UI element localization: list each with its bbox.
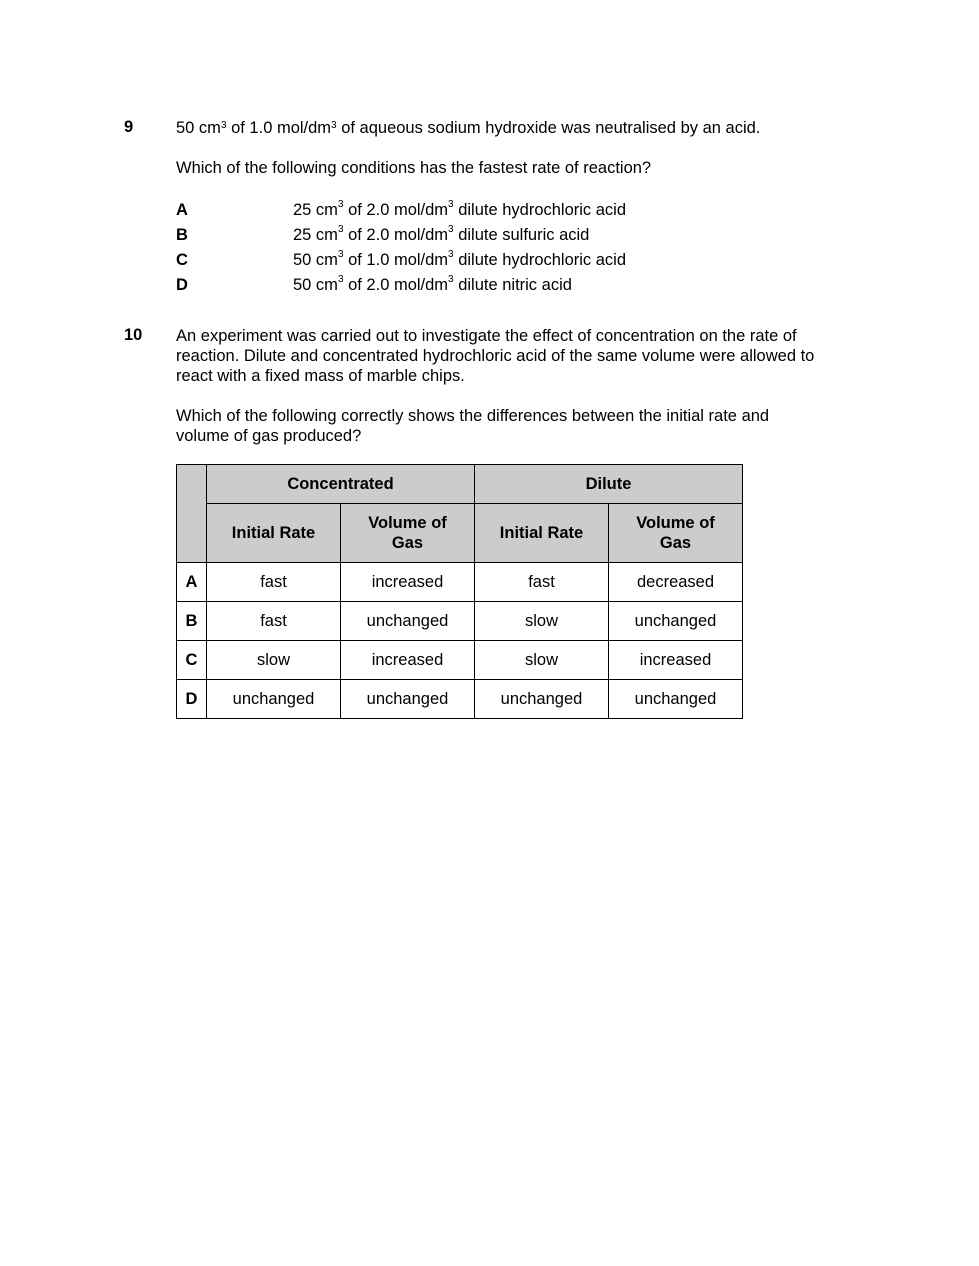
- table-row: [177, 680, 743, 719]
- question-10-number: 10: [124, 326, 143, 344]
- table-cell: slow: [207, 641, 341, 680]
- header-dilute: Dilute: [475, 465, 743, 504]
- table-cell: fast: [207, 563, 341, 602]
- table-cell: unchanged: [609, 602, 743, 641]
- row-label: D: [177, 680, 207, 719]
- table-cell: unchanged: [341, 602, 475, 641]
- table-row: [177, 641, 743, 680]
- option-letter-c: C: [176, 251, 188, 269]
- subheader-volume-of-gas: Volume of Gas: [341, 504, 475, 563]
- answer-table: [176, 464, 743, 719]
- option-letter-a: A: [176, 201, 188, 219]
- table-cell: increased: [341, 563, 475, 602]
- table-cell: increased: [341, 641, 475, 680]
- header-concentrated: Concentrated: [207, 465, 475, 504]
- question-9-number: 9: [124, 118, 134, 136]
- table-cell: fast: [207, 602, 341, 641]
- table-cell: slow: [475, 602, 609, 641]
- row-label: B: [177, 602, 207, 641]
- question-9-prompt: Which of the following conditions has the fastest rate of reaction?: [176, 159, 652, 177]
- table-cell: slow: [475, 641, 609, 680]
- table-row: [177, 602, 743, 641]
- subheader-initial-rate: Initial Rate: [207, 504, 341, 563]
- question-10-stem: An experiment was carried out to investigate the effect of concentration on the rate of reaction. Dilute and concentrated hydrochloric acid of the same volume were allowed to react with a fixed mass of marble chips.: [176, 327, 815, 385]
- subheader-initial-rate: Initial Rate: [475, 504, 609, 563]
- table-cell: unchanged: [609, 680, 743, 719]
- option-text-d: 50 $cm^3$ of 2.0 mol/$dm^3$ dilute nitric acid: [293, 274, 572, 294]
- table-cell: decreased: [609, 563, 743, 602]
- option-letter-b: B: [176, 226, 188, 244]
- row-label: C: [177, 641, 207, 680]
- option-text-a: 25 $cm^3$ of 2.0 mol/$dm^3$ dilute hydrochloric acid: [293, 199, 627, 219]
- subheader-volume-of-gas: Volume of Gas: [609, 504, 743, 563]
- option-text-b: 25 $cm^3$ of 2.0 mol/$dm^3$ dilute sulfuric acid: [293, 224, 590, 244]
- question-10-prompt: Which of the following correctly shows the differences between the initial rate and volume of gas produced?: [176, 407, 770, 445]
- table-cell: fast: [475, 563, 609, 602]
- table-corner-cell: [177, 465, 207, 563]
- option-letter-d: D: [176, 276, 188, 294]
- question-9-stem: 50 $cm^3$ of 1.0 mol/$dm^3$ of aqueous sodium hydroxide was neutralised by an acid.: [176, 119, 761, 137]
- table-cell: increased: [609, 641, 743, 680]
- table-cell: unchanged: [475, 680, 609, 719]
- table-cell: unchanged: [207, 680, 341, 719]
- row-label: A: [177, 563, 207, 602]
- option-text-c: 50 $cm^3$ of 1.0 mol/$dm^3$ dilute hydrochloric acid: [293, 249, 627, 269]
- table-cell: unchanged: [341, 680, 475, 719]
- table-row: [177, 563, 743, 602]
